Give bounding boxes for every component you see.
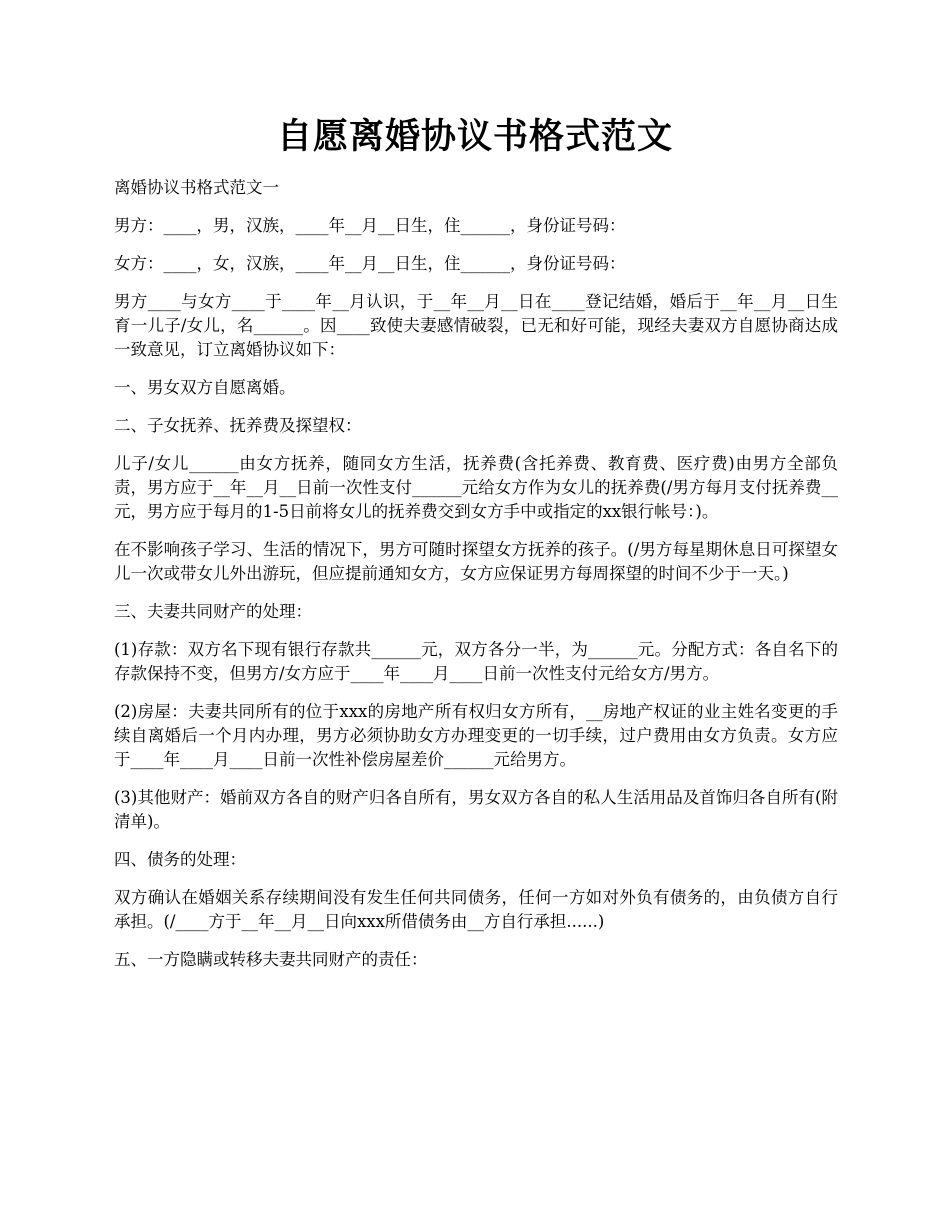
party-female-line: 女方：____，女，汉族，____年__月__日生，住______，身份证号码：: [114, 254, 626, 273]
document-body: [114, 176, 838, 986]
clause-4-heading: 四、债务的处理：: [114, 850, 246, 869]
savings-paragraph: (1)存款：双方名下现有银行存款共______元，双方各分一半，为______元。分配方式：各自名下的存款保持不变，但男方/女方应于____年____月____日前一次性支付元给女方/男方。: [114, 640, 838, 683]
child-custody-paragraph: 儿子/女儿______由女方抚养，随同女方生活，抚养费(含托养费、教育费、医疗费)由男方全部负责，男方应于__年__月__日前一次性支付______元给女方作为女儿的抚养费(/男方每月支付抚养费__元，男方应于每月的1-5日前将女儿的抚养费交到女方手中或指定的xx银行帐号：)。: [114, 454, 838, 521]
document-title: 自愿离婚协议书格式范文: [276, 116, 673, 157]
clause-3-heading: 三、夫妻共同财产的处理：: [114, 602, 312, 621]
marriage-background-paragraph: 男方____与女方____于____年__月认识，于__年__月__日在____登记结婚，婚后于__年__月__日生育一儿子/女儿，名______。因____致使夫妻感情破裂，已无和好可能，现经夫妻双方自愿协商达成一致意见，订立离婚协议如下：: [114, 292, 839, 359]
clause-5-heading: 五、一方隐瞒或转移夫妻共同财产的责任：: [114, 950, 428, 969]
housing-paragraph: (2)房屋：夫妻共同所有的位于xxx的房地产所有权归女方所有，__房地产权证的业主姓名变更的手续自离婚后一个月内办理，男方必须协助女方办理变更的一切手续，过户费用由女方负责。女方应于____年____月____日前一次性补偿房屋差价______元给男方。: [114, 702, 838, 769]
clause-2-heading: 二、子女抚养、抚养费及探望权：: [114, 416, 362, 435]
other-property-paragraph: (3)其他财产：婚前双方各自的财产归各自所有，男女双方各自的私人生活用品及首饰归各自所有(附清单)。: [114, 788, 838, 831]
debt-paragraph: 双方确认在婚姻关系存续期间没有发生任何共同债务，任何一方如对外负有债务的，由负债方自行承担。(/____方于__年__月__日向xxx所借债务由__方自行承担......): [114, 888, 838, 931]
clause-1-heading: 一、男女双方自愿离婚。: [114, 378, 296, 397]
section-heading: 离婚协议书格式范文一: [114, 178, 279, 197]
party-male-line: 男方：____，男，汉族，____年__月__日生，住______，身份证号码：: [114, 216, 626, 235]
visitation-paragraph: 在不影响孩子学习、生活的情况下，男方可随时探望女方抚养的孩子。(/男方每星期休息日可探望女儿一次或带女儿外出游玩，但应提前通知女方，女方应保证男方每周探望的时间不少于一天。): [114, 540, 838, 583]
